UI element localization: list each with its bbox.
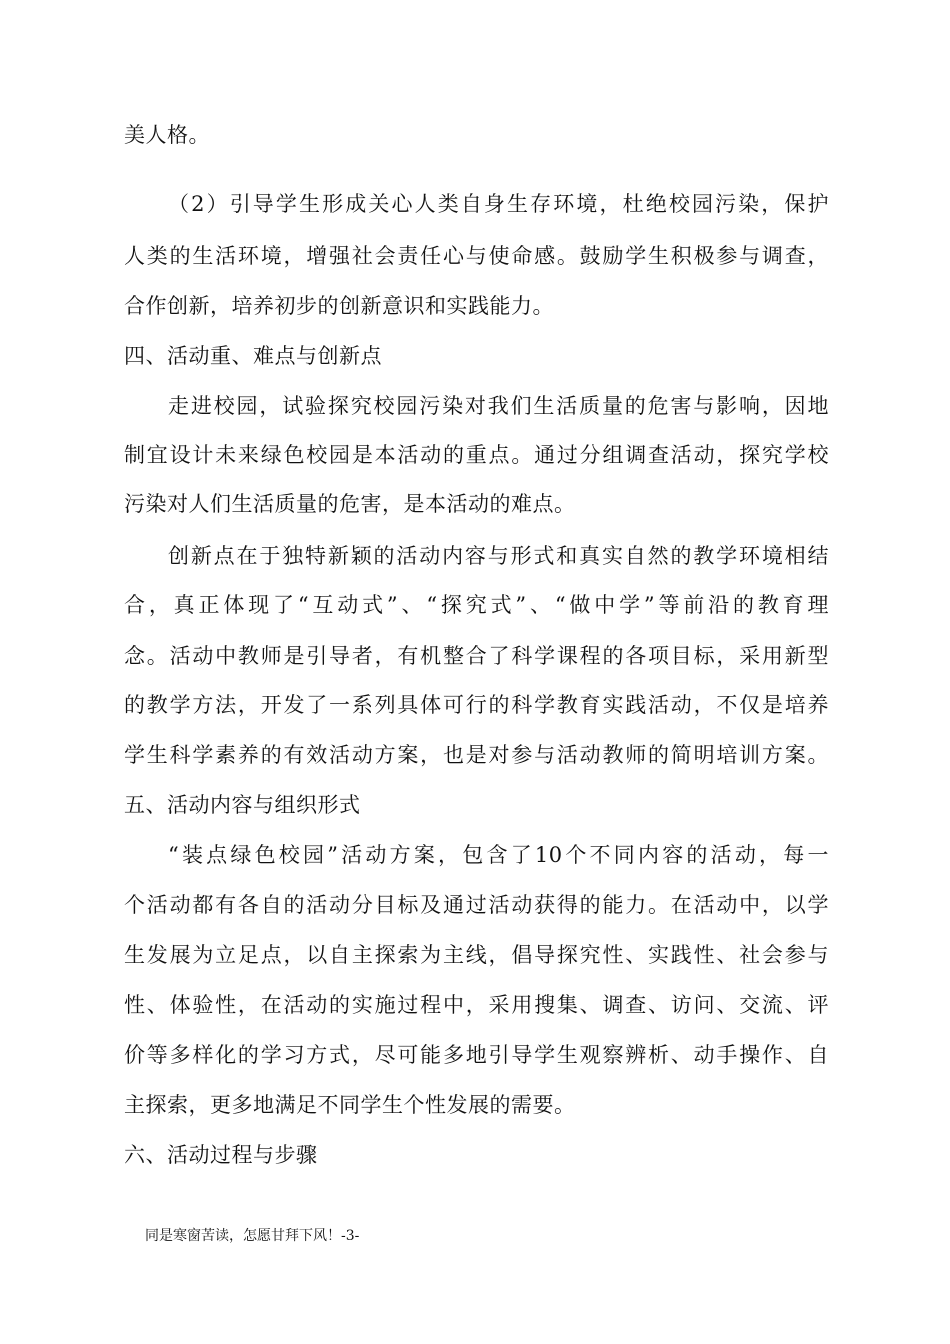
paragraph-line: 走进校园，试验探究校园污染对我们生活质量的危害与影响，因地 bbox=[168, 394, 829, 418]
paragraph-line: 念。活动中教师是引导者，有机整合了科学课程的各项目标，采用新型 bbox=[124, 644, 829, 668]
paragraph-line: 个活动都有各自的活动分目标及通过活动获得的能力。在活动中，以学 bbox=[124, 893, 829, 917]
paragraph-line: 创新点在于独特新颖的活动内容与形式和真实自然的教学环境相结 bbox=[168, 544, 829, 568]
paragraph-line: 人类的生活环境，增强社会责任心与使命感。鼓励学生积极参与调查， bbox=[124, 244, 829, 268]
paragraph-line: 主探索，更多地满足不同学生个性发展的需要。 bbox=[124, 1093, 576, 1117]
paragraph-line: 合，真正体现了“互动式”、“探究式”、“做中学”等前沿的教育理 bbox=[124, 593, 829, 617]
section-heading: 六、活动过程与步骤 bbox=[124, 1143, 318, 1167]
paragraph-line: 学生科学素养的有效活动方案，也是对参与活动教师的简明培训方案。 bbox=[124, 743, 829, 767]
paragraph-line: （2）引导学生形成关心人类自身生存环境，杜绝校园污染，保护 bbox=[168, 192, 829, 216]
section-heading: 五、活动内容与组织形式 bbox=[124, 793, 361, 817]
paragraph-line: 性、体验性，在活动的实施过程中，采用搜集、调查、访问、交流、评 bbox=[124, 993, 829, 1017]
paragraph-line: 污染对人们生活质量的危害，是本活动的难点。 bbox=[124, 492, 576, 516]
paragraph-line: 制宜设计未来绿色校园是本活动的重点。通过分组调查活动，探究学校 bbox=[124, 443, 829, 467]
paragraph-line: 价等多样化的学习方式，尽可能多地引导学生观察辨析、动手操作、自 bbox=[124, 1043, 829, 1067]
paragraph-line: 的教学方法，开发了一系列具体可行的科学教育实践活动，不仅是培养 bbox=[124, 693, 829, 717]
section-heading: 四、活动重、难点与创新点 bbox=[124, 344, 382, 368]
paragraph-line: 生发展为立足点，以自主探索为主线，倡导探究性、实践性、社会参与 bbox=[124, 943, 829, 967]
page-footer: 同是寒窗苦读，怎愿甘拜下风！-3- bbox=[145, 1228, 360, 1244]
text-line: 美人格。 bbox=[124, 123, 210, 147]
paragraph-line: 合作创新，培养初步的创新意识和实践能力。 bbox=[124, 294, 554, 318]
paragraph-line: “装点绿色校园”活动方案，包含了10个不同内容的活动，每一 bbox=[168, 843, 829, 867]
